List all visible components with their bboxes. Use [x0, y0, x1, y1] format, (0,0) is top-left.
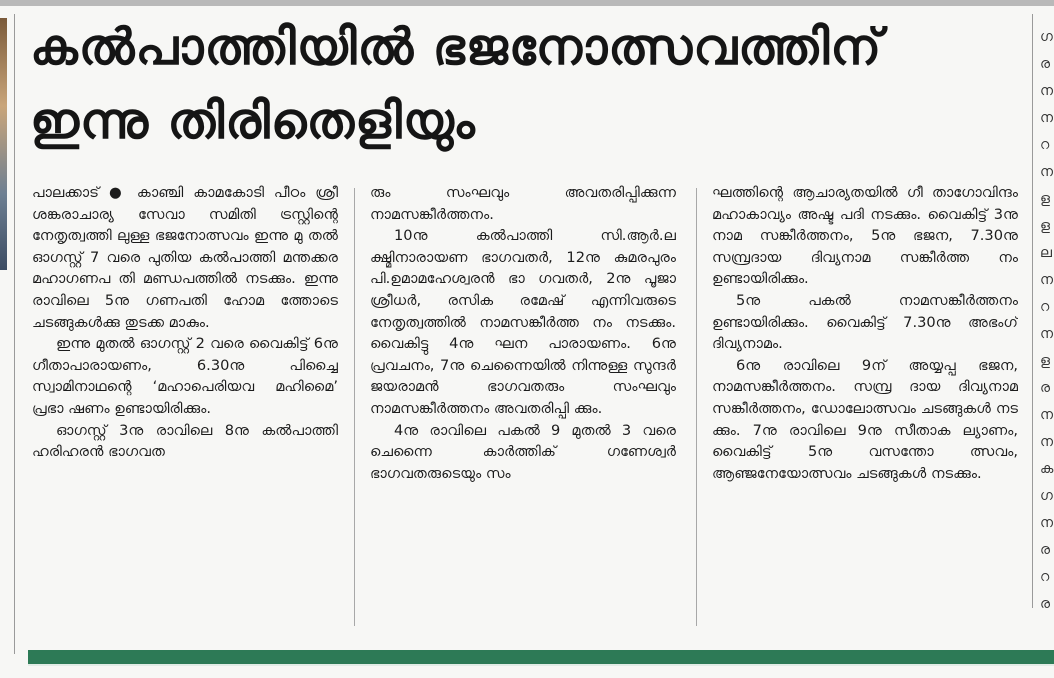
fragment-glyph: ന: [1040, 83, 1053, 99]
footer-accent-band: [28, 650, 1054, 664]
fragment-glyph: ന: [1040, 326, 1053, 342]
fragment-glyph: ഗ: [1040, 488, 1053, 504]
article-column-2: [370, 182, 676, 622]
headline-line-1: കൽപാത്തിയിൽ ഭജനോത്സവത്തിന്: [30, 18, 883, 76]
fragment-glyph: ന: [1040, 434, 1053, 450]
fragment-glyph: ള: [1040, 191, 1050, 207]
paragraph: 4നു രാവിലെ പകൽ 9 മുതൽ 3 വരെ ചെന്നൈ കാർത്തിക് ഗണേശ്വർ ഭാഗവതരുടെയും സം: [370, 421, 676, 482]
paragraph: ഇന്നു മുതൽ ഓഗസ്റ്റ് 2 വരെ വൈകിട്ട് 6നു ഗീതാപാരായണം, 6.30നു പിച്ചൈ സ്വാമിനാഥന്റെ ‘മഹാപെരിയവ മഹിമൈ’ പ്രഭാ ഷണം ഉണ്ടായിരിക്കും.: [32, 335, 338, 417]
fragment-glyph: ള: [1040, 353, 1050, 369]
fragment-glyph: ഗ: [1040, 29, 1053, 45]
fragment-glyph: ന: [1040, 164, 1053, 180]
adjacent-photo-fragment: [0, 18, 7, 270]
headline-line-2: ഇന്നു തിരിതെളിയും: [30, 92, 476, 150]
fragment-glyph: ര: [1040, 596, 1051, 612]
paragraph: 10നു കൽപാത്തി സി.ആർ.ല ക്ഷ്മിനാരായണ ഭാഗവതർ, 12നു കുമരപുരം പി.ഉമാമഹേശ്വരൻ ഭാ ഗവതർ, 2നു പൂജാ ശ്രീധർ, രസിക രമേഷ് എന്നിവരുടെ നേതൃത്വത്തിൽ നാമസങ്കീർത്ത നം നടക്കും. വൈകിട്ടു 4നു ഘന പാരായണം. 6നു പ്രവചനം, 7നു ചെന്നൈയിൽ നിന്നുള്ള സുന്ദർ ജയരാമൻ ഭാഗവതരും സംഘവും നാമസങ്കീർത്തനം അവതരിപ്പി ക്കും.: [370, 227, 676, 417]
paragraph: പാലക്കാട് ● കാഞ്ചി കാമകോടി പീഠം ശ്രീ ശങ്കരാചാര്യ സേവാ സമിതി ട്രസ്റ്റിന്റെ നേതൃത്വത്തി ലുള്ള ഭജനോത്സവം ഇന്നു മു തൽ ഓഗസ്റ്റ് 7 വരെ പുതിയ കൽപാത്തി മന്തക്കര മഹാഗണപ തി മണ്ഡപത്തിൽ നടക്കും. ഇന്നു രാവിലെ 5നു ഗണപതി ഹോമ ത്തോടെ ചടങ്ങുകൾക്കു തുടക്ക മാകും.: [32, 184, 338, 331]
adjacent-article-fragment: [1040, 24, 1054, 624]
paragraph: രും സംഘവും അവതരിപ്പിക്കുന്ന നാമസങ്കീർത്തനം.: [370, 184, 676, 223]
article-column-1: [32, 182, 338, 622]
fragment-glyph: ര: [1040, 56, 1051, 72]
left-border-rule: [14, 14, 15, 654]
headline: [30, 10, 1020, 158]
fragment-glyph: റ: [1040, 137, 1050, 153]
fragment-glyph: റ: [1040, 569, 1050, 585]
paragraph: ഓഗസ്റ്റ് 3നു രാവിലെ 8നു കൽപാത്തി ഹരിഹരൻ ഭാഗവത: [32, 421, 338, 461]
fragment-glyph: ന: [1040, 110, 1053, 126]
fragment-glyph: ള: [1040, 218, 1050, 234]
fragment-glyph: ന: [1040, 515, 1053, 531]
paragraph: ഘത്തിന്റെ ആചാര്യതയിൽ ഗീ താഗോവിന്ദം മഹാകാവ്യം അഷ്ട പദി നടക്കും. വൈകിട്ട് 3നു നാമ സങ്കീർത്തനം, 5നു ഭജന, 7.30നു സമ്പ്രദായ ദിവ്യനാമ സങ്കീർത്ത നം ഉണ്ടായിരിക്കും.: [712, 184, 1018, 288]
paragraph: 5നു പകൽ നാമസങ്കീർത്തനം ഉണ്ടായിരിക്കും. വൈകിട്ട് 7.30നു അഭംഗ് ദിവ്യനാമം.: [712, 291, 1018, 353]
right-border-rule: [1032, 14, 1033, 608]
paragraph: 6നു രാവിലെ 9ന് അയ്യപ്പ ഭജന, നാമസങ്കീർത്തനം. സമ്പ്ര ദായ ദിവ്യനാമ സങ്കീർത്തനം, ഡോലോത്സവം ചടങ്ങുകൾ നട ക്കും. 7നു രാവിലെ 9നു സീതാക ല്യാണം, വൈകിട്ട് 5നു വസന്തോ ത്സവം, ആഞ്ജനേയോത്സവം ചടങ്ങുകൾ നടക്കും.: [712, 356, 1018, 482]
fragment-glyph: ക: [1040, 461, 1054, 477]
article-column-3: [712, 182, 1018, 622]
fragment-glyph: ന: [1040, 272, 1053, 288]
column-divider-1: [354, 188, 355, 626]
fragment-glyph: ന: [1040, 407, 1053, 423]
column-divider-2: [696, 188, 697, 626]
top-edge: [0, 0, 1054, 6]
fragment-glyph: റ: [1040, 299, 1050, 315]
fragment-glyph: ര: [1040, 542, 1051, 558]
fragment-glyph: ല: [1040, 245, 1052, 261]
fragment-glyph: ര: [1040, 380, 1051, 396]
